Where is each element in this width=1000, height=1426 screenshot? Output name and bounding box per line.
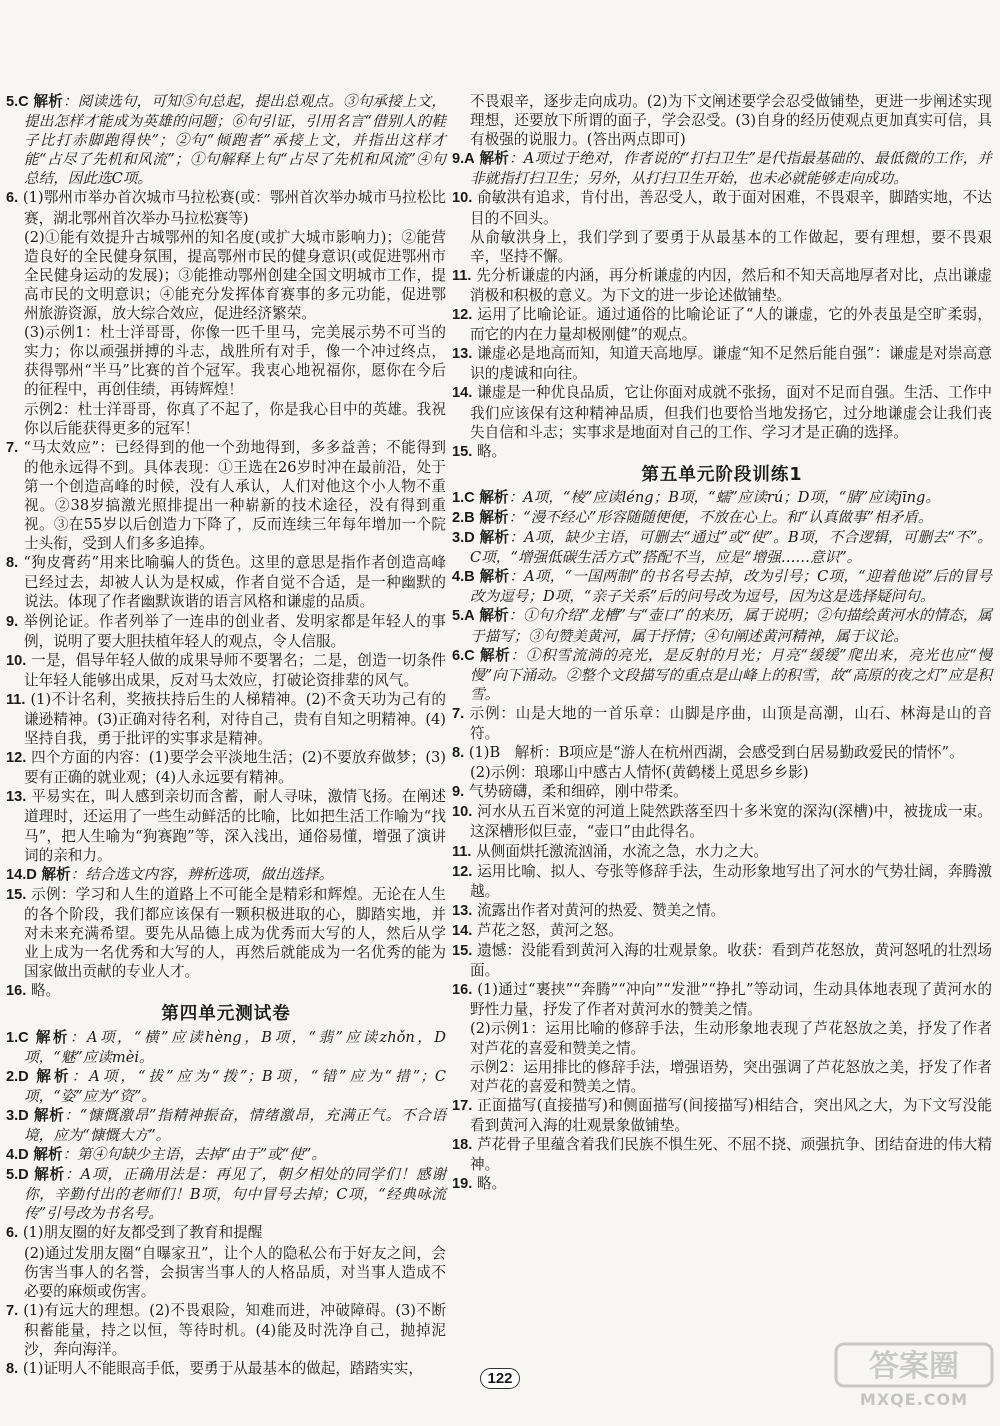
answer-item — [6, 1359, 446, 1379]
answer-text: ：A项，“一国两制”的书名号去掉，改为引号；C项，“迎着他说”后的冒号改为逗号；D项，“亲子关系”后的问号改为逗号，因为这是选择疑问句。 — [470, 568, 992, 606]
answer-item — [6, 188, 446, 227]
answer-number: 14.D — [6, 866, 37, 883]
answer-item — [452, 305, 992, 344]
answer-item — [6, 92, 446, 188]
answer-item — [6, 651, 446, 690]
answer-item — [6, 1067, 446, 1106]
answer-text: 运用了比喻论证。通过通俗的比喻论证了“人的谦虚，它的外表虽是空旷柔弱，而它的内在力量却极刚健”的观点。 — [470, 306, 992, 344]
answer-number: 14. — [452, 385, 473, 402]
answer-item — [6, 690, 446, 748]
answer-number: 2.B — [452, 509, 475, 526]
analysis-label: 解析 — [34, 1167, 66, 1184]
answer-number: 10. — [452, 804, 473, 821]
answer-text: 流露出作者对黄河的热爱、赞美之情。 — [476, 901, 726, 919]
answer-item — [452, 528, 992, 567]
answer-text: “狗皮膏药”用来比喻骗人的货色。这里的意思是指作者创造高峰已经过去，却被人认为是权威，作者自觉不合适，是一种幽默的说法。体现了作者幽默诙谐的语言风格和谦虚的品质。 — [23, 554, 446, 611]
answer-number: 17. — [452, 1097, 473, 1114]
answer-item — [452, 442, 992, 462]
answer-item — [452, 646, 992, 704]
answer-text: (2)通过发朋友圈“自曝家丑”，让个人的隐私公布于好友之间，会伤害当事人的名誉，会损害当事人的人格品质，对当事人造成不必要的麻烦或伤害。 — [24, 1244, 446, 1300]
answer-text: 示例：学习和人生的道路上不可能全是精彩和辉煌。无论在人生的各个阶段，我们都应该保有一颗积极进取的心，脚踏实地，并对未来充满希望。要先从品德上成为优秀而大写的人，然后从学业上成为一名优秀和大写的人，再然后就能成为一名优秀的能为国家做出贡献的专业人才。 — [24, 885, 446, 981]
answer-number: 8. — [452, 745, 465, 762]
answer-text: 略。 — [476, 442, 507, 460]
answer-item — [452, 567, 992, 606]
answer-number: 9.A — [452, 151, 475, 168]
answer-number: 1.C — [452, 489, 475, 506]
answer-item — [6, 885, 446, 981]
answer-item — [6, 612, 446, 651]
answer-text: (1)朋友圈的好友都受到了教育和提醒 — [22, 1224, 263, 1242]
right-column-content — [452, 92, 992, 1194]
answer-text: (3)示例1：杜士洋哥哥，你像一匹千里马，完美展示势不可当的实力；你以顽强拼搏的斗志，战胜所有对手，像一个冲过终点，获得鄂州“半马”比赛的首个冠军。我衷心地祝福你，愿你在今后的征程中，再创佳绩，再铸辉煌！ — [24, 324, 446, 399]
analysis-label: 解析 — [479, 489, 509, 506]
analysis-label: 解析 — [479, 569, 510, 586]
answer-number: 6. — [6, 1225, 19, 1242]
answer-number: 11. — [6, 691, 26, 708]
section-title: 第四单元测试卷 — [161, 1004, 291, 1025]
answer-text: (2)示例1：运用比喻的修辞手法，生动形象地表现了芦花怒放之美，抒发了作者对芦花的喜爱和赞美之情。 — [470, 1020, 992, 1057]
answer-text: ：A项，正确用法是：再见了，朝夕相处的同学们！感谢你，辛勤付出的老师们！B项，句中冒号去掉；C项，“经典咏流传”引号改为书名号。 — [24, 1166, 446, 1223]
answer-text: 谦虚必是地高而知，知道天高地厚。谦虚“知不足然后能自强”：谦虚是对崇高意识的虔诚和向往。 — [470, 345, 992, 383]
answer-item — [6, 865, 446, 885]
answer-item — [6, 1028, 446, 1067]
answer-item — [452, 344, 992, 383]
answer-text: 芦花之怒，黄河之怒。 — [476, 921, 623, 939]
answer-item — [6, 1223, 446, 1243]
left-column — [6, 92, 446, 1379]
answer-subitem — [452, 92, 992, 149]
answer-item — [452, 266, 992, 305]
analysis-label: 解析 — [41, 866, 71, 883]
answer-item — [452, 980, 992, 1019]
answer-number: 12. — [452, 307, 473, 324]
answer-item — [452, 1135, 992, 1174]
watermark-bottom-text: MXQE.COM — [859, 1390, 969, 1409]
answer-number: 5.D — [6, 1167, 29, 1184]
answer-text: 气势磅礴，柔和细碎，刚中带柔。 — [468, 783, 688, 801]
answer-text: 河水从五百米宽的河道上陡然跌落至四十多米宽的深沟(深槽)中，被拢成一束。这深槽形似巨壶，“壶口”由此得名。 — [470, 803, 993, 841]
answer-item — [6, 1145, 446, 1165]
answer-number: 13. — [452, 346, 473, 363]
watermark-stamp-icon — [830, 1340, 998, 1390]
answer-number: 7. — [6, 439, 19, 456]
answer-number: 9. — [452, 784, 465, 801]
answer-number: 16. — [6, 983, 27, 1000]
answer-number: 6.C — [452, 647, 475, 664]
answer-item — [452, 188, 992, 227]
answer-item — [452, 1174, 992, 1194]
section-title: 第五单元阶段训练1 — [641, 464, 803, 485]
answer-text: (1)有远大的理想。(2)不畏艰险，知难而进，冲破障碍。(3)不断积蓄能量，持之以恒，等待时机。(4)能及时洗净自己，抛掉泥沙，奔向海洋。 — [23, 1301, 446, 1358]
answer-text: 芦花骨子里蕴含着我们民族不惧生死、不屈不挠、顽强抗争、团结奋进的伟大精神。 — [470, 1135, 992, 1174]
answer-number: 11. — [452, 267, 472, 284]
analysis-label: 解析 — [34, 1107, 65, 1124]
answer-item — [452, 941, 992, 980]
analysis-label: 解析 — [33, 1147, 63, 1164]
watermark-logo — [830, 1340, 998, 1422]
answer-text: (1)鄂州市举办首次城市马拉松赛(或：鄂州首次举办城市马拉松比赛，湖北鄂州首次举办马拉松赛等) — [22, 189, 447, 227]
answer-text: 遗憾：没能看到黄河入海的壮观景象。收获：看到芦花怒放，黄河怒吼的壮烈场面。 — [470, 942, 992, 980]
answer-item — [452, 921, 992, 941]
answer-text: ：第④句缺少主语，去掉“由于”或“使”。 — [62, 1146, 326, 1164]
answer-text: (1)通过“裹挟”“奔腾”“冲向”“发泄”“挣扎”等动词，生动具体地表现了黄河水的野性力量，抒发了作者对黄河水的赞美之情。 — [470, 981, 992, 1019]
answer-subitem — [6, 400, 446, 438]
answer-item — [6, 748, 446, 787]
answer-number: 8. — [6, 555, 19, 572]
answer-item — [6, 1301, 446, 1359]
answer-number: 12. — [6, 750, 27, 767]
answer-text: ：A项过于绝对，作者说的“打扫卫生”是代指最基础的、最低微的工作，并非就指打扫卫生；另外，从打扫卫生开始，也未必就能够走向成功。 — [470, 150, 992, 188]
answer-text: (2)示例：琅琊山中感古人情怀(黄鹤楼上觅思乡乡影) — [470, 764, 809, 782]
answer-text: 谦虚是一种优良品质，它让你面对成就不张扬，面对不足而自强。生活、工作中我们应该保有这种精神品质，但我们也要恰当地发扬它，过分地谦虚会让我们丧失自信和斗志；实事求是地面对自己的工作、学习才是正确的选择。 — [470, 384, 992, 441]
answer-number: 9. — [6, 613, 19, 630]
answer-number: 4.D — [6, 1147, 29, 1164]
analysis-label: 解析 — [479, 608, 509, 625]
answer-text: ：①句介绍“龙槽”与“壶口”的来历，属于说明；②句描绘黄河水的情态，属于描写；③句赞美黄河，属于抒情；④句阐述黄河精神，属于议论。 — [470, 607, 992, 645]
answer-number: 7. — [452, 705, 465, 722]
answer-item — [452, 508, 992, 528]
answer-text: 不畏艰辛，逐步走向成功。(2)为下文阐述要学会忍受做铺垫，更进一步阐述实现理想，还要放下所谓的面子，学会忍受。(3)自身的经历使观点更加真实可信，具有极强的说服力。(答出两点即可) — [470, 93, 992, 149]
answer-text: 略。 — [476, 1175, 507, 1193]
answer-item — [452, 802, 992, 841]
analysis-label: 解析 — [33, 94, 63, 110]
answer-subitem — [6, 1244, 446, 1301]
answer-number: 10. — [452, 190, 473, 207]
answer-number: 15. — [452, 443, 473, 460]
answer-item — [6, 787, 446, 864]
answer-item — [452, 743, 992, 763]
analysis-label: 解析 — [479, 509, 509, 526]
answer-text: ：结合选文内容，辨析选项，做出选择。 — [70, 865, 334, 883]
answer-text: 一是，倡导年轻人做的成果导师不要署名；二是，创造一切条件让年轻人能够出成果，反对马太效应，打破论资排辈的风气。 — [24, 651, 446, 689]
analysis-label: 解析 — [479, 530, 510, 547]
answer-text: 平易实在，叫人感到亲切而含蓄，耐人寻味，激情飞扬。在阐述道理时，还运用了一些生动鲜活的比喻，比如把生活工作喻为“找马”，把人生喻为“狗赛跑”等，深入浅出，通俗易懂，增强了演讲词的亲和力。 — [24, 788, 446, 864]
answer-item — [452, 606, 992, 645]
answer-item — [452, 488, 992, 508]
answer-number: 7. — [6, 1302, 19, 1319]
analysis-label: 解析 — [479, 151, 510, 168]
answer-text: “马太效应”：已经得到的他一个劲地得到，多多益善；不能得到的他永远得不到。具体表现：①王选在26岁时冲在最前沿，处于第一个创造高峰的时候，没有人承认，人们对他这个小人物不重视。②38岁搞激光照排提出一种崭新的技术途径，没有得到重视。③在55岁以后创造力下降了，反而连续三年每年增加一个院士头衔，受到人们多多追捧。 — [23, 438, 446, 553]
answer-number: 6. — [6, 190, 19, 207]
answer-number: 14. — [452, 922, 473, 939]
analysis-label: 解析 — [35, 1029, 70, 1046]
answer-text: (2)①能有效提升古城鄂州的知名度(或扩大城市影响力)；②能营造良好的全民健身氛围，提高鄂州市民的健身意识(或促进鄂州市全民健身运动的发展)；③能推动鄂州创建全国文明城市工作，提高市民的文明意识；④能充分发挥体育赛事的多元功能，促进鄂州旅游资源，放大综合效应，促进经济繁荣。 — [24, 228, 446, 323]
answer-text: 俞敏洪有追求，肯付出，善忍受人，敢于面对困难，不畏艰辛，脚踏实地，不达目的不回头。 — [470, 189, 992, 227]
answer-text: 举例论证。作者列举了一连串的创业者、发明家都是年轻人的事例，说明了要大胆扶植年轻人的观点，令人信服。 — [23, 612, 446, 650]
watermark-top-text: 答案圈 — [869, 1349, 959, 1384]
answer-number: 15. — [452, 943, 473, 960]
answer-number: 5.A — [452, 608, 475, 625]
answer-text: 运用比喻、拟人、夸张等修辞手法，生动形象地写出了河水的气势壮阔，奔腾激越。 — [470, 862, 992, 900]
answer-number: 12. — [452, 863, 473, 880]
answer-text: ：阅读选句，可知⑤句总起，提出总观点。③句承接上文，提出怎样才能成为英雄的问题；⑥句引证，引用名言“借别人的鞋子比打赤脚跑得快”；②句“倾跑者”承接上文，并指出这样才能“占尽了先机和风流”；①句解释上句“占尽了先机和风流”④句总结，因此选C项。 — [24, 93, 446, 188]
answer-text: (1)B 解析：B项应是“游人在杭州西湖，会感受到白居易勤政爱民的情怀”。 — [468, 744, 964, 762]
answer-text: 正面描写(直接描写)和侧面描写(间接描写)相结合，突出风之大，为下文写没能看到黄河入海的壮观景象做铺垫。 — [470, 1096, 993, 1134]
answer-item — [452, 901, 992, 921]
answer-number: 16. — [452, 982, 473, 999]
answer-item — [6, 1165, 446, 1223]
answer-number: 5.C — [6, 94, 29, 110]
answer-item — [6, 553, 446, 611]
answer-text: ：A项，“横”应读hèng，B项，“翡”应读zhǒn，D项，“魅”应读mèi。 — [24, 1028, 446, 1066]
answer-subitem — [6, 228, 446, 323]
answer-text: 示例2：运用排比的修辞手法，增强语势，突出强调了芦花怒放之美，抒发了作者对芦花的喜爱和赞美之情。 — [470, 1058, 992, 1095]
answer-number: 8. — [6, 1361, 19, 1378]
answer-text: 从侧面烘托激流汹涌，水流之急，水力之大。 — [476, 842, 769, 860]
analysis-label: 解析 — [36, 1068, 72, 1085]
answer-text: (1)不计名利，奖掖扶持后生的人梯精神。(2)不贪天功为己有的谦逊精神。(3)正确对待名利，对待自己，贵有自知之明精神。(4)坚持自我，勇于批评的实事求是精神。 — [24, 690, 446, 748]
answer-subitem — [452, 228, 992, 266]
answer-text: 四个方面的内容：(1)要学会平淡地生活；(2)不要放弃做梦；(3)要有正确的就业观；(4)人永远要有精神。 — [24, 749, 447, 787]
answer-text: ：“慷慨激昂”指精神振奋，情绪激昂，充满正气。不合语境，应为“慷慨大方”。 — [24, 1106, 446, 1144]
answer-text: ：A项，“拔”应为“拨”；B项，“错”应为“措”；C项，“姿”应为“资”。 — [24, 1067, 446, 1105]
answer-subitem — [6, 323, 446, 399]
answer-number: 19. — [452, 1176, 473, 1193]
answer-text: ：①积雪流淌的亮光，是反射的月光；月亮“缓缓”爬出来，亮光也应“慢慢”向下涌动。②整个文段描写的重点是山峰上的积雪，故“高原的夜之灯”应是积雪。 — [470, 646, 992, 703]
answer-subitem — [452, 763, 992, 782]
answer-item — [452, 862, 992, 901]
answer-number: 1.C — [6, 1029, 29, 1046]
answer-text: ：“漫不经心”形容随随便便，不放在心上。和“认真做事”相矛盾。 — [508, 508, 933, 526]
answer-number: 13. — [6, 789, 27, 806]
page-number-text: 122 — [480, 1368, 519, 1389]
answer-text: 从俞敏洪身上，我们学到了要勇于从最基本的工作做起，要有理想，要不畏艰辛，坚持不懈。 — [470, 228, 992, 265]
answer-text: (1)证明人不能眼高手低，要勇于从最基本的做起，踏踏实实， — [22, 1360, 423, 1378]
answer-number: 3.D — [6, 1107, 29, 1124]
answer-number: 3.D — [452, 530, 475, 547]
answer-number: 18. — [452, 1136, 473, 1153]
answer-item — [452, 842, 992, 862]
answer-text: 略。 — [30, 982, 61, 1000]
answer-item — [6, 438, 446, 554]
answer-number: 15. — [6, 886, 27, 903]
answer-item — [452, 782, 992, 802]
answer-number: 13. — [452, 902, 473, 919]
answer-text: 示例2：杜士洋哥哥，你真了不起了，你是我心目中的英雄。我祝你以后能获得更多的冠军！ — [24, 400, 446, 437]
answer-text: 示例：山是大地的一首乐章：山脚是序曲，山顶是高潮，山石、林海是山的音符。 — [469, 704, 992, 742]
answer-item — [452, 383, 992, 441]
answer-number: 11. — [452, 843, 472, 860]
answer-number: 4.B — [452, 569, 475, 586]
answer-number: 10. — [6, 652, 27, 669]
analysis-label: 解析 — [480, 647, 511, 664]
answer-text: 先分析谦虚的内涵，再分析谦虚的内因，然后和不知天高地厚者对比，点出谦虚消极和积极的意义。为下文的进一步论述做铺垫。 — [470, 266, 992, 304]
answer-text: ：A项，“棱”应读léng；B项，“蠕”应读rú；D项，“腈”应读jīng。 — [508, 488, 940, 506]
answer-item — [6, 981, 446, 1001]
answer-subitem — [452, 1058, 992, 1096]
page-number — [474, 1368, 526, 1408]
answer-subitem — [452, 1019, 992, 1057]
answer-item — [452, 1096, 992, 1135]
answer-item — [6, 1106, 446, 1145]
answer-item — [452, 149, 992, 188]
answer-number: 2.D — [6, 1068, 29, 1085]
answer-item — [452, 704, 992, 743]
answer-text: ：A项，缺少主语，可删去“通过”或“使”。B项，不合逻辑，可删去“不”。C项，“增强低碳生活方式”搭配不当，应是“增强……意识”。 — [470, 529, 992, 567]
